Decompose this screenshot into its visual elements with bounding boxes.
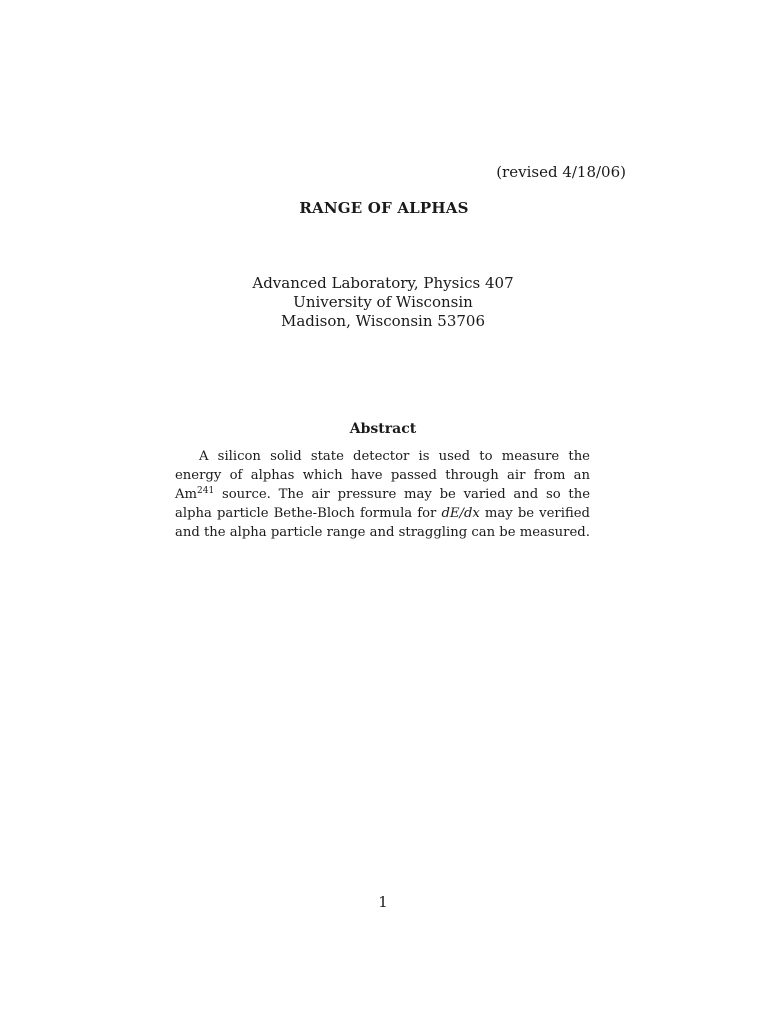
abstract-text-part-2: source. The air pressure may be varied and so the alpha particle Bethe-Bloch formula for (175, 487, 590, 521)
document-title: RANGE OF ALPHAS (299, 199, 469, 217)
abstract-heading: Abstract (349, 421, 417, 437)
affiliation-line-1: Advanced Laboratory, Physics 407 (252, 274, 514, 292)
revision-note: (revised 4/18/06) (496, 163, 626, 181)
abstract-text-part-1: A silicon solid state detector is used to measure the energy of alphas which have passed through air from an Am (175, 449, 590, 502)
abstract-text-part-3: may be verified and the alpha particle range and straggling can be measured. (175, 506, 590, 540)
isotope-superscript: 241 (197, 486, 215, 496)
affiliation-line-3: Madison, Wisconsin 53706 (280, 312, 485, 330)
page-number: 1 (378, 893, 388, 911)
math-dedx: dE/dx (441, 506, 480, 521)
affiliation-block (0, 274, 766, 331)
abstract-paragraph (175, 447, 590, 542)
affiliation-line-2: University of Wisconsin (293, 293, 473, 311)
